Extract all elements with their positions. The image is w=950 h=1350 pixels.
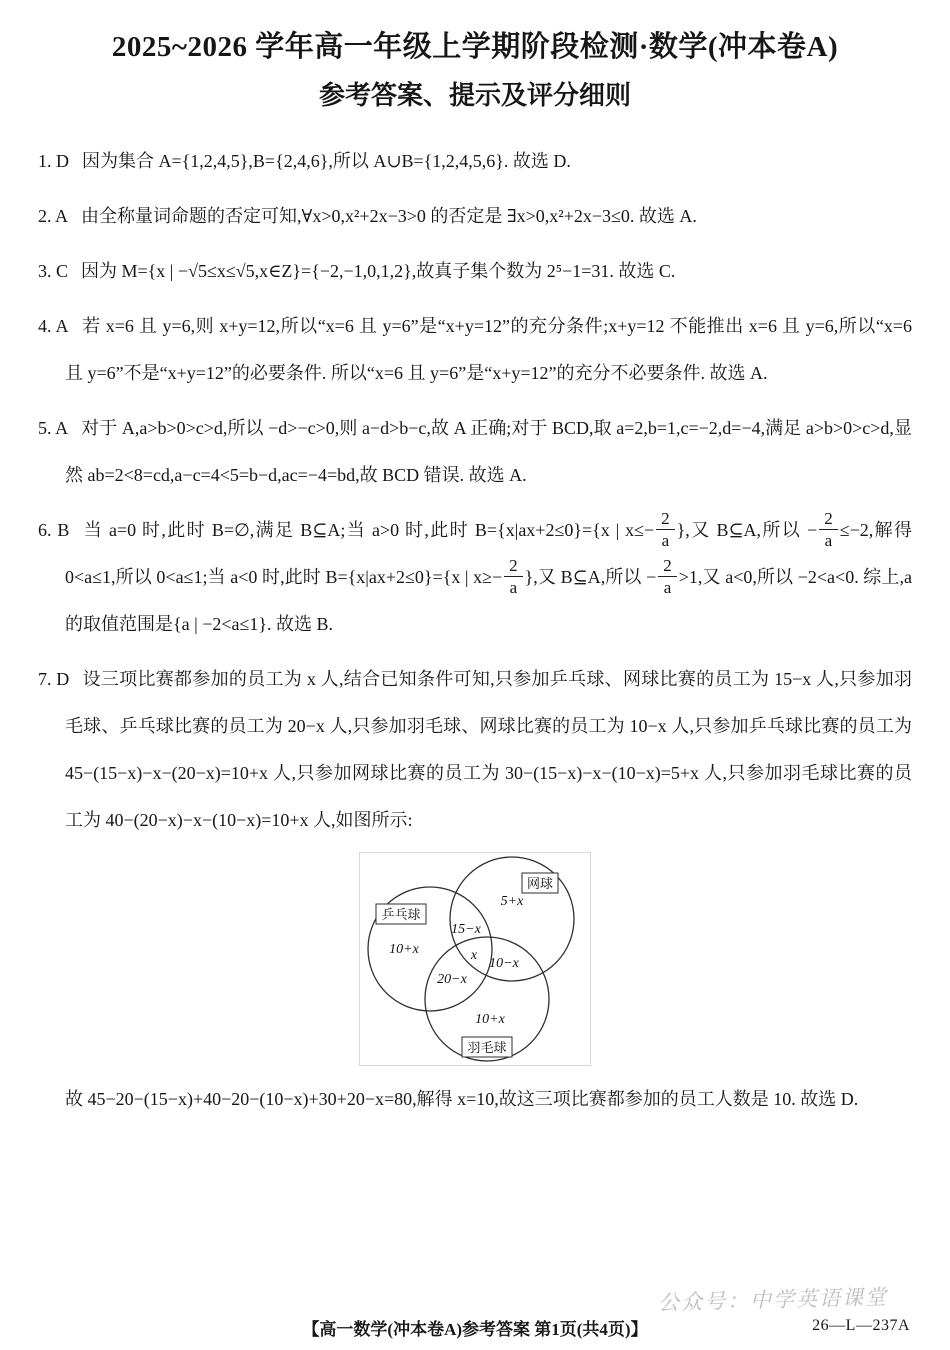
answer-number: 5. A	[38, 418, 69, 438]
answer-number: 4. A	[38, 316, 69, 336]
venn-pingpong-badminton-value: 20−x	[437, 972, 467, 987]
answer-number: 7. D	[38, 669, 70, 689]
venn-diagram	[359, 852, 591, 1066]
venn-badminton-label: 羽毛球	[467, 1040, 507, 1055]
answer-continuation-paragraph: 故 45−20−(15−x)+40−20−(10−x)+30+20−x=80,解得 x=10,故这三项比赛都参加的员工人数是 10. 故选 D.	[65, 1089, 859, 1109]
venn-tennis-value: 5+x	[500, 894, 524, 909]
answer-number: 2. A	[38, 206, 69, 226]
venn-pingpong-value: 10+x	[389, 942, 419, 957]
fraction: $\frac{2}{a}$	[656, 509, 675, 551]
answer-item: 7. D 设三项比赛都参加的员工为 x 人,结合已知条件可知,只参加乒乓球、网球比赛的员工为 15−x 人,只参加羽毛球、乒乓球比赛的员工为 20−x 人,只参加羽毛球、网球比赛的员工为 10−x 人,只参加乒乓球比赛的员工为 45−(15−x)−x−(20−x)=10+x 人,只参加网球比赛的员工为 30−(15−x)−x−(10−x)=5+x 人,只参加羽毛球比赛的员工为 40−(20−x)−x−(10−x)=10+x 人,如图所示:	[38, 669, 912, 830]
answer-item: 4. A 若 x=6 且 y=6,则 x+y=12,所以“x=6 且 y=6”是“x+y=12”的充分条件;x+y=12 不能推出 x=6 且 y=6,所以“x=6 且 y=6”不是“x+y=12”的必要条件. 所以“x=6 且 y=6”是“x+y=12”的充分不必要条件. 故选 A.	[38, 316, 912, 383]
venn-pingpong-label: 乒乓球	[381, 907, 421, 922]
answers-section	[38, 138, 912, 844]
answers-continuation	[38, 1076, 912, 1123]
venn-tennis-label: 网球	[526, 876, 554, 891]
answer-item: 5. A 对于 A,a>b>0>c>d,所以 −d>−c>0,则 a−d>b−c,故 A 正确;对于 BCD,取 a=2,b=1,c=−2,d=−4,满足 a>b>0>c>d,显然 ab=2<8=cd,a−c=4<5=b−d,ac=−4=bd,故 BCD 错误. 故选 A.	[38, 418, 912, 485]
venn-center-value: x	[470, 948, 478, 963]
answer-item: 6. B 当 a=0 时,此时 B=∅,满足 B⊆A;当 a>0 时,此时 B={x|ax+2≤0}={x | x≤− $\frac{2}{a}$ },又 B⊆A,所以 − $\frac{2}{a}$ ≤−2,解得 0<a≤1,所以 0<a≤1;当 a<0 时,此时 B={x|ax+2≤0}={x | x≥− $\frac{2}{a}$ },又 B⊆A,所以 − $\frac{2}{a}$ >1,又 a<0,所以 −2<a<0. 综上,a 的取值范围是{a | −2<a≤1}. 故选 B.	[38, 508, 912, 634]
fraction: $\frac{2}{a}$	[504, 556, 523, 598]
fraction: $\frac{2}{a}$	[819, 509, 838, 551]
page-footer	[0, 1315, 950, 1340]
footer-code: 26—L—237A	[812, 1317, 910, 1334]
fraction: $\frac{2}{a}$	[658, 556, 677, 598]
answer-item: 1. D 因为集合 A={1,2,4,5},B={2,4,6},所以 A∪B={1,2,4,5,6}. 故选 D.	[38, 151, 571, 171]
watermark: 公众号：中学英语课堂	[657, 1284, 889, 1316]
answer-number: 6. B	[38, 520, 70, 540]
answer-number: 1. D	[38, 151, 69, 171]
answer-number: 3. C	[38, 261, 69, 281]
footer-title: 【高一数学(冲本卷A)参考答案 第1页(共4页)】	[302, 1320, 648, 1339]
page-title: 2025~2026 学年高一年级上学期阶段检测·数学(冲本卷A)	[111, 31, 839, 63]
page-subtitle: 参考答案、提示及评分细则	[318, 81, 631, 110]
answer-item: 2. A 由全称量词命题的否定可知,∀x>0,x²+2x−3>0 的否定是 ∃x>0,x²+2x−3≤0. 故选 A.	[38, 206, 697, 226]
venn-figure	[38, 852, 912, 1066]
venn-badminton-value: 10+x	[475, 1012, 505, 1027]
venn-tennis-badminton-value: 10−x	[489, 956, 519, 971]
answer-item: 3. C 因为 M={x | −√5≤x≤√5,x∈Z}={−2,−1,0,1,2},故真子集个数为 2⁵−1=31. 故选 C.	[38, 261, 676, 281]
venn-pingpong-tennis-value: 15−x	[451, 922, 481, 937]
